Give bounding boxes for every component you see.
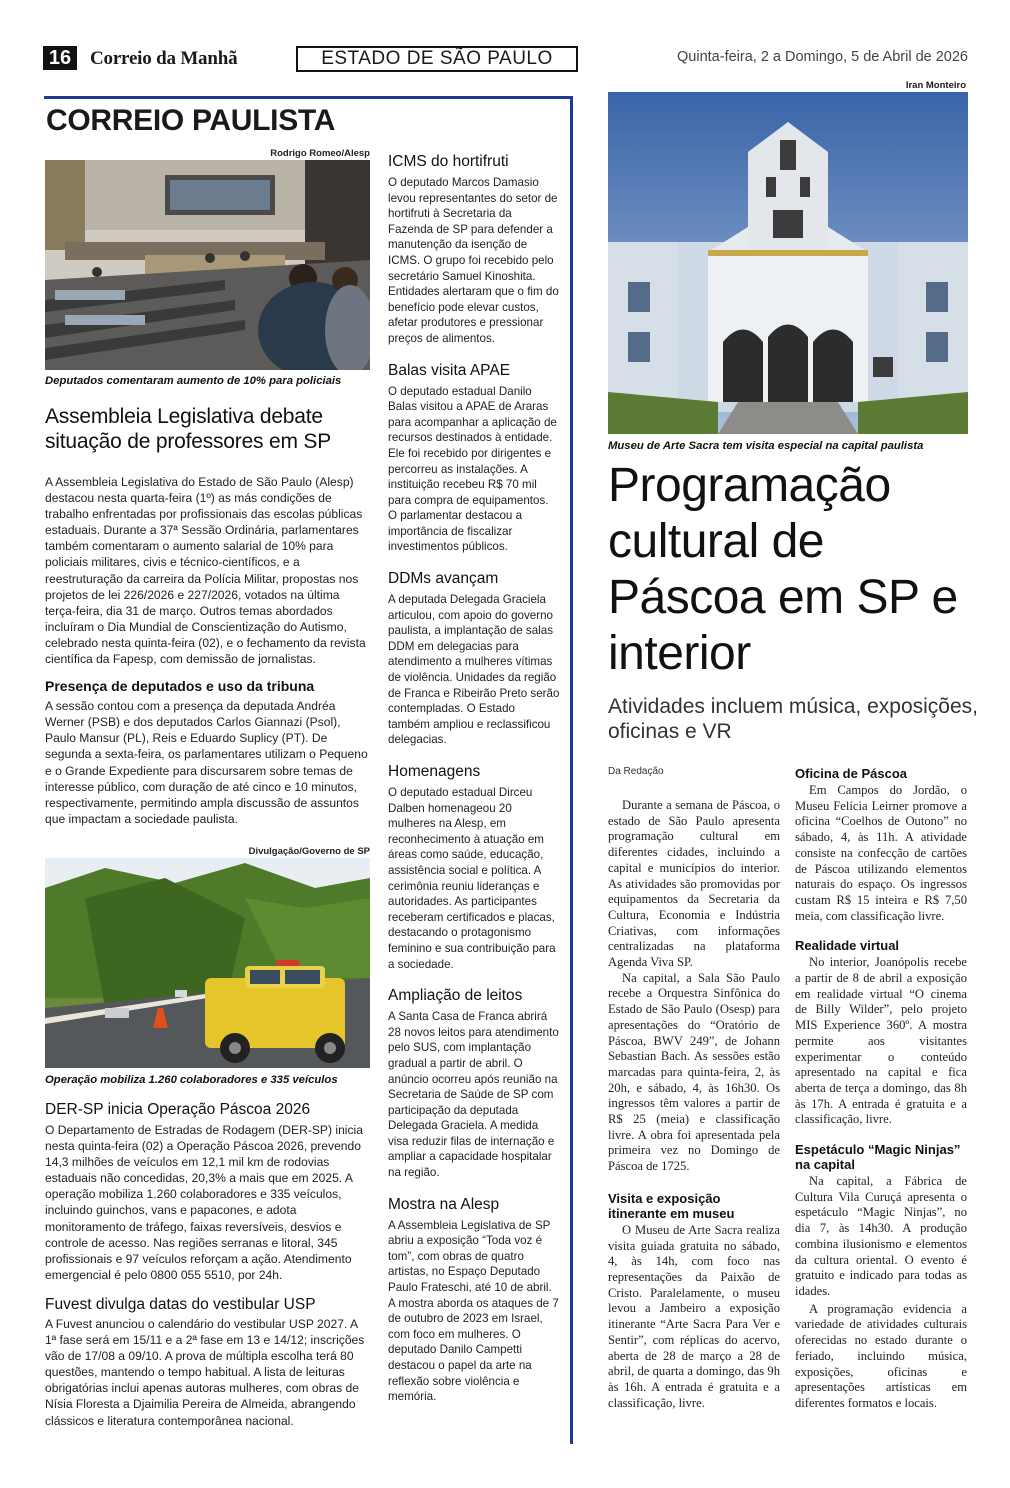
main-article-column-1 [608,798,780,1411]
article-subtitle: Presença de deputados e uso da tribuna [45,678,315,695]
brief-body: O deputado estadual Danilo Balas visitou a APAE de Araras para acompanhar a aplicação de recursos destinados à entidade. Ele foi recebido por dirigentes e percorreu as instalações. A instituição recebeu R$ 70 mil para compra de equipamentos. O parlamentar destacou a importância de fiscalizar investimentos públicos. [388,384,557,554]
brief-item [388,1195,560,1405]
paragraph: Durante a semana de Páscoa, o estado de São Paulo apresenta programação cultural em diferentes cidades, incluindo a capital e municípios do interior. As atividades são promovidas por equipamentos da Secretaria da Cultura, Economia e Indústria Criativas, com informações centralizadas na plataforma Agenda Viva SP. [608,798,780,970]
article-assembleia [45,404,370,827]
article-title: Fuvest divulga datas do vestibular USP [45,1296,316,1313]
assembly-photo [45,160,370,370]
article-body: A Assembleia Legislativa do Estado de São Paulo (Alesp) destacou nesta quarta-feira (1º) as más condições de trabalho enfrentadas por profissionais das escolas públicas estaduais. Durante a 37ª Sessão Ordinária, parlamentares também comentaram o aumento salarial de 10% para policiais militares, civis e técnico-científicos, e a reestruturação da carreira da Polícia Militar, propostas nos projetos de lei 226/2026 e 227/2026, votados na última terça-feira, dia 31 de março. Outros temas abordados incluíram o Dia Mundial de Conscientização do Autismo, celebrado nesta quinta-feira (02), e o fechamento da revista científica da Fapesp, com demissão de jornalistas. [45,475,366,667]
brief-title: ICMS do hortifruti [388,153,509,170]
highway-photo [45,858,370,1068]
subheading: Realidade virtual [795,938,900,954]
brief-body: A Santa Casa de Franca abrirá 28 novos leitos para atendimento pelo SUS, com implantação gradual a partir de abril. O anúncio ocorreu após reunião na Secretaria de Saúde de SP com participação da deputada Delegada Graciela. A medida visa reduzir filas de internação e ampliar a capacidade hospitalar na região. [388,1010,559,1180]
paragraph: Na capital, a Sala São Paulo recebe a Orquestra Sinfônica do Estado de São Paulo (Osesp) para apresentações do “Oratório de Páscoa, BWV 249”, de Johann Sebastian Bach. As sessões estão marcadas para quinta-feira, 2, às 20h, e sábado, 4, às 16h30. Os ingressos têm valores a partir de R$ 25 (meia) e classificação livre. A obra foi apresentada pela primeira vez no Domingo de Páscoa de 1725. [608,970,780,1174]
subheading: Espetáculo “Magic Ninjas” na capital [795,1142,961,1173]
column-top-rule [44,96,573,99]
paragraph: No interior, Joanópolis recebe a partir de 8 de abril a exposição em realidade virtual “O cinema de Billy Wilder”, pelo projeto MIS Experience 360º. A mostra permite aos visitantes experimentar o conteúdo apresentado na capital e fica aberta de terça a domingo, das 8h às 17h. A entrada é gratuita e a classificação, livre. [795,955,967,1127]
brief-item [388,986,560,1181]
article-der-sp [45,1100,370,1283]
photo-credit: Iran Monteiro [905,80,966,91]
section-label: ESTADO DE SÃO PAULO [296,46,578,72]
subheading: Visita e exposição itinerante em museu [608,1190,735,1221]
brief-item [388,361,560,556]
column-side-rule [570,96,573,1444]
photo-credit: Rodrigo Romeo/Alesp [270,148,370,159]
date-line: Quinta-feira, 2 a Domingo, 5 de Abril de 2026 [677,49,968,65]
main-article-column-2 [795,766,967,1412]
brief-item [388,762,560,972]
brief-body: A deputada Delegada Graciela articulou, com apoio do governo paulista, a implantação de salas DDM em delegacias para atendimento a mulheres vítimas de violência. Unidades da região de Franca e Ribeirão Preto serão contempladas. O Estado também ampliou e reclassificou delegacias. [388,593,560,747]
column-title: CORREIO PAULISTA [46,104,336,137]
brief-title: DDMs avançam [388,570,499,588]
photo-caption: Operação mobiliza 1.260 colaboradores e 335 veículos [45,1074,338,1086]
page-header [40,46,968,72]
byline: Da Redação [608,766,664,777]
newspaper-brand: Correio da Manhã [90,48,238,69]
photo-caption: Deputados comentaram aumento de 10% para policiais [45,375,342,387]
museum-photo [608,92,968,434]
subheading: Oficina de Páscoa [795,766,907,781]
paragraph: Em Campos do Jordão, o Museu Felícia Leirner promove a oficina “Coelhos de Outono” no sábado, 4, às 11h. A atividade consiste na confecção de cartões de Páscoa utilizando elementos naturais do espaço. Os ingressos custam R$ 15 inteira e R$ 7,50 meia, com classificação livre. [795,783,967,923]
brief-title: Balas visita APAE [388,361,511,379]
briefs-column [388,152,560,1419]
photo-caption: Museu de Arte Sacra tem visita especial na capital paulista [608,440,924,452]
brief-body: O deputado estadual Dirceu Dalben homenageou 20 mulheres na Alesp, em reconhecimento à atuação em áreas como saúde, educação, assistência social e política. A cerimônia reuniu lideranças e autoridades. As participantes receberam certificados e placas, destacando o protagonismo feminino e sua contribuição para a sociedade. [388,786,556,971]
main-headline: Programação cultural de Páscoa em SP e interior [608,459,958,680]
brief-title: Mostra na Alesp [388,1195,500,1213]
brief-body: O deputado Marcos Damasio levou representantes do setor de hortifruti à Secretaria da Fazenda de SP para defender a manutenção da isenção de ICMS. O grupo foi recebido pelo secretário Samuel Kinoshita. Entidades alertaram que o fim do benefício pode elevar custos, afetar produtores e pressionar preços de alimentos. [388,176,559,345]
article-sub-body: A sessão contou com a presença da deputada Andréa Werner (PSB) e dos deputados Carlos Giannazi (Psol), Paulo Mansur (PL), Reis e Eduardo Suplicy (PT). De segunda a sexta-feira, os parlamentares utilizam o Pequeno e o Grande Expediente para discursarem sobre temas de interesse público, com duração de até cinco e 10 minutos, respectivamente, permitindo ampla discussão de assuntos que impactam a sociedade paulista. [45,699,368,826]
photo-credit: Divulgação/Governo de SP [248,846,370,857]
article-title: Assembleia Legislativa debate situação de professores em SP [45,405,332,453]
brief-title: Ampliação de leitos [388,987,523,1005]
article-fuvest [45,1295,370,1429]
paragraph: Na capital, a Fábrica de Cultura Vila Curuçá apresenta o espetáculo “Magic Ninjas”, no dia 7, às 14h30. A produção combina ilusionismo e elementos da cultura oriental. O evento é gratuito e indicado para todas as idades. [795,1174,967,1298]
article-title: DER-SP inicia Operação Páscoa 2026 [45,1101,311,1118]
brief-title: Homenagens [388,763,481,780]
brief-item [388,569,560,748]
paragraph: A programação evidencia a variedade de atividades culturais oferecidas no estado durante o feriado, incluindo música, exposições, oficinas e apresentações artísticas em diferentes formatos e locais. [795,1301,967,1410]
brief-body: A Assembleia Legislativa de SP abriu a exposição “Toda voz é tom”, com obras de quatro artistas, no Espaço Deputado Paulo Frateschi, até 10 de abril. A mostra aborda os ataques de 7 de outubro de 2023 em Israel, com foco em mulheres. O deputado Danilo Campetti destacou o papel da arte na reflexão sobre violência e memória. [388,1218,559,1404]
article-body: O Departamento de Estradas de Rodagem (DER-SP) inicia nesta quinta-feira (02) a Operação Páscoa 2026, prevendo 14,3 milhões de veículos em 12,1 mil km de rodovias estaduais não concedidas, 20,3% a mais que em 2025. A operação mobiliza 1.260 colaboradores e 335 veículos, incluindo guinchos, vans e papacones, e adota monitoramento de tráfego, faixas reversíveis, desvios e controle de acesso. Nas regiões serranas e litoral, 345 profissionais e 97 veículos reforçam a ação. Atendimento emergencial é pelo 0800 055 5510, por 24h. [45,1123,363,1282]
article-body: A Fuvest anunciou o calendário do vestibular USP 2027. A 1ª fase será em 15/11 e a 2ª fase em 13 e 14/12; inscrições vão de 17/08 a 09/10. A prova de múltipla escolha terá 80 questões, mantendo o tempo habitual. A lista de leituras obrigatórias inclui apenas autoras mulheres, com obras de Nísia Floresta a Djaimilia Pereira de Almeida, abrangendo clássicos e literatura contemporânea nacional. [45,1317,365,1428]
paragraph: O Museu de Arte Sacra realiza visita guiada gratuita no sábado, 4, às 14h, com foco nas representações da Paixão de Cristo. Paralelamente, o museu levou a Jambeiro a exposição itinerante “Arte Sacra Para Ver e Sentir”, com réplicas do acervo, aberta de 28 de março a 28 de abril, de quarta a domingo, das 9h às 16h. A entrada é gratuita e a classificação, livre. [608,1222,780,1410]
page-number: 16 [43,46,77,70]
main-subhead: Atividades incluem música, exposições, oficinas e VR [608,695,979,743]
brief-item [388,152,560,347]
